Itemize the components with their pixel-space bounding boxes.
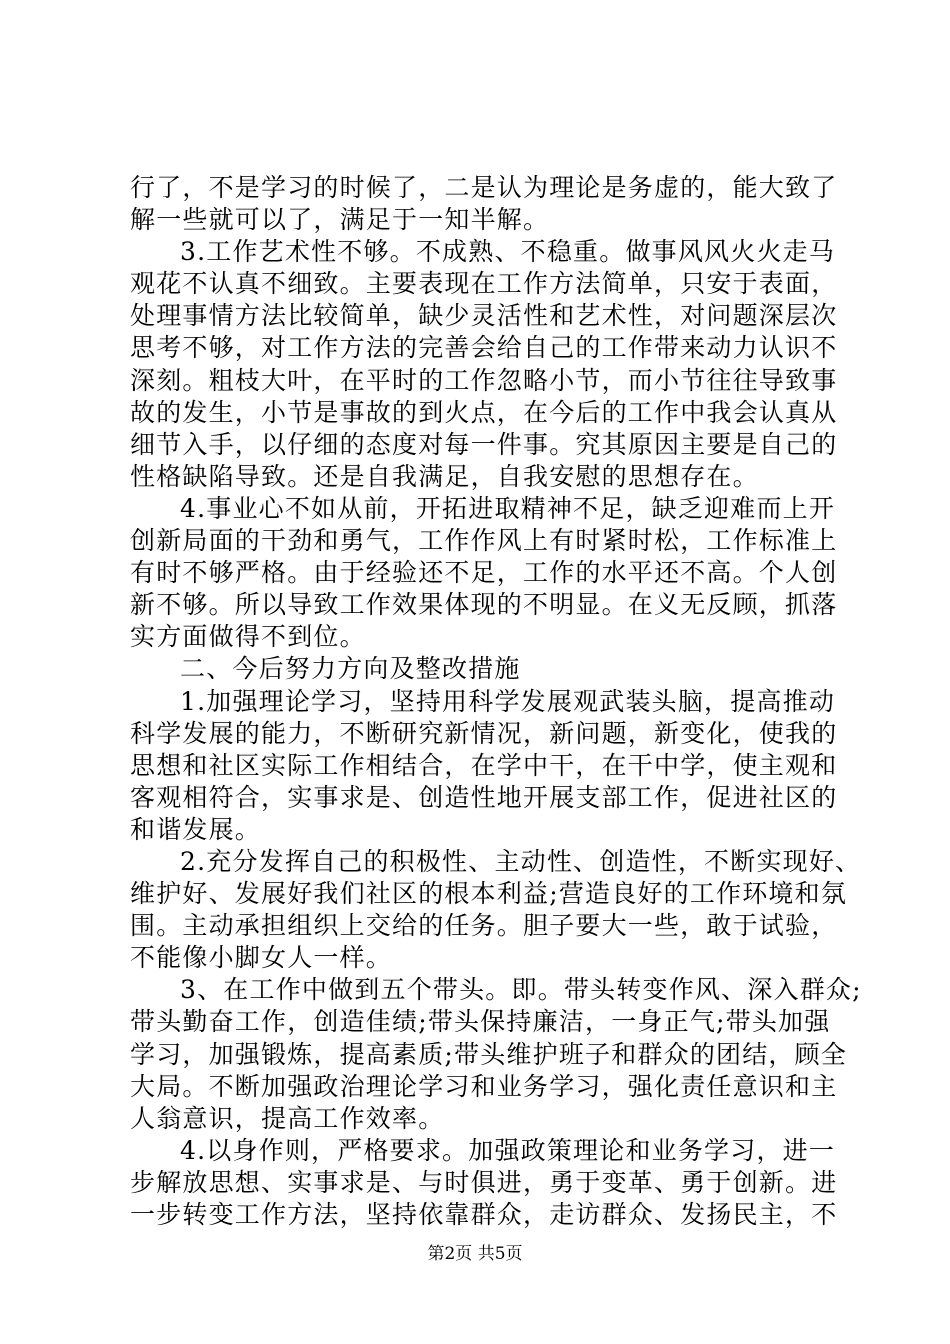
text-line: 围。主动承担组织上交给的任务。胆子要大一些，敢于试验，: [130, 911, 838, 941]
text-line: 解一些就可以了，满足于一知半解。: [130, 205, 550, 235]
text-line: 大局。不断加强政治理论学习和业务学习，强化责任意识和主: [130, 1071, 838, 1101]
text-line: 4.以身作则，严格要求。加强政策理论和业务学习，进一: [180, 1135, 836, 1165]
text-line: 思想和社区实际工作相结合，在学中干，在干中学，使主观和: [130, 750, 838, 780]
text-line: 3、在工作中做到五个带头。即。带头转变作风、深入群众;: [180, 975, 862, 1005]
text-line: 细节入手，以仔细的态度对每一件事。究其原因主要是自己的: [130, 429, 838, 459]
text-line: 客观相符合，实事求是、创造性地开展支部工作，促进社区的: [130, 782, 838, 812]
text-line: 行了，不是学习的时候了，二是认为理论是务虚的，能大致了: [130, 173, 838, 202]
text-line: 科学发展的能力，不断研究新情况，新问题，新变化，使我的: [130, 718, 838, 748]
text-line: 不能像小脚女人一样。: [130, 943, 393, 973]
text-line: 创新局面的干劲和勇气，工作作风上有时紧时松，工作标准上: [130, 526, 838, 556]
page-number-footer: 第2页 共5页: [427, 1244, 523, 1264]
text-line: 二、今后努力方向及整改措施: [180, 654, 521, 684]
text-line: 1.加强理论学习，坚持用科学发展观武装头脑，提高推动: [180, 686, 836, 716]
text-line: 步解放思想、实事求是、与时俱进，勇于变革、勇于创新。进: [130, 1167, 838, 1197]
text-line: 实方面做得不到位。: [130, 622, 366, 652]
text-line: 维护好、发展好我们社区的根本利益;营造良好的工作环境和氛: [130, 879, 848, 909]
text-line: 一步转变工作方法，坚持依靠群众，走访群众、发扬民主，不: [130, 1200, 838, 1229]
text-line: 故的发生，小节是事故的到火点，在今后的工作中我会认真从: [130, 397, 838, 427]
text-line: 观花不认真不细致。主要表现在工作方法简单，只安于表面，: [130, 269, 838, 299]
text-line: 深刻。粗枝大叶，在平时的工作忽略小节，而小节往往导致事: [130, 365, 838, 395]
text-line: 新不够。所以导致工作效果体现的不明显。在义无反顾，抓落: [130, 590, 838, 620]
text-line: 性格缺陷导致。还是自我满足，自我安慰的思想存在。: [130, 461, 759, 491]
text-line: 人翁意识，提高工作效率。: [130, 1103, 445, 1133]
text-line: 带头勤奋工作，创造佳绩;带头保持廉洁，一身正气;带头加强: [130, 1007, 831, 1037]
text-line: 有时不够严格。由于经验还不足，工作的水平还不高。个人创: [130, 558, 838, 588]
text-line: 3.工作艺术性不够。不成熟、不稳重。做事风风火火走马: [180, 237, 836, 267]
document-body: [130, 172, 862, 1231]
text-line: 4.事业心不如从前，开拓进取精神不足，缺乏迎难而上开: [180, 493, 836, 523]
text-line: 处理事情方法比较简单，缺少灵活性和艺术性，对问题深层次: [130, 301, 838, 331]
text-line: 思考不够，对工作方法的完善会给自己的工作带来动力认识不: [130, 333, 838, 363]
text-line: 和谐发展。: [130, 814, 262, 844]
text-line: 2.充分发挥自己的积极性、主动性、创造性，不断实现好、: [180, 846, 862, 876]
text-line: 学习，加强锻炼，提高素质;带头维护班子和群众的团结，顾全: [130, 1039, 848, 1069]
